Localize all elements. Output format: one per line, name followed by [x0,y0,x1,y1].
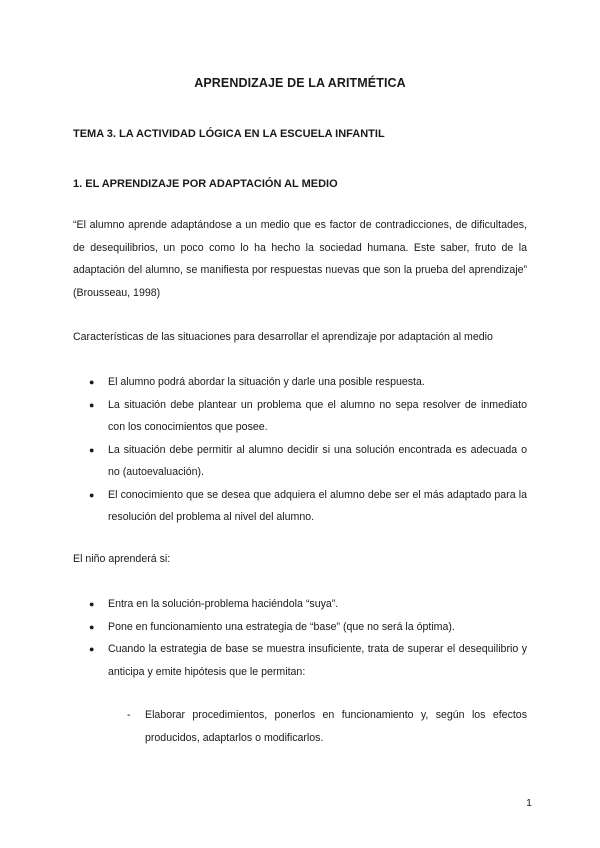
list-item [73,439,527,484]
bullet-icon: ● [89,644,95,654]
list-item-text: El conocimiento que se desea que adquiera el alumno debe ser el más adaptado para la resolución del problema al nivel del alumno. [108,488,527,523]
list-item-text: Pone en funcionamiento una estrategia de “base” (que no será la óptima). [108,620,455,633]
dash-icon: - [127,709,131,721]
child-learns-intro: El niño aprenderá si: [73,553,171,565]
document-title: APRENDIZAJE DE LA ARITMÉTICA [194,76,406,90]
list-item [73,593,527,616]
list-item [73,394,527,439]
sub-list-item [127,704,527,749]
characteristics-list [73,371,527,529]
list-item-text: La situación debe permitir al alumno decidir si una solución encontrada es adecuada o no (autoevaluación). [108,443,527,478]
bullet-icon: ● [89,489,95,500]
list-item [73,484,527,529]
bullet-icon: ● [89,599,95,609]
list-item-text: Entra en la solución-problema haciéndola “suya”. [108,598,339,610]
bullet-icon: ● [89,399,95,410]
quote-paragraph: “El alumno aprende adaptándose a un medio que es factor de contradicciones, de dificultades, de desequilibrios, un poco como lo ha hecho la sociedad humana. Este saber, fruto de la adaptación del alumno, se manifiesta por respuestas nuevas que son la prueba del aprendizaje” (Brousseau, 1998) [73,219,527,299]
list-item [73,638,527,683]
list-item [73,616,527,639]
page-number: 1 [526,797,532,809]
sub-items-list [127,704,527,749]
topic-heading: TEMA 3. LA ACTIVIDAD LÓGICA EN LA ESCUELA INFANTIL [73,128,385,140]
bullet-icon: ● [89,377,95,387]
sub-list-item-text: Elaborar procedimientos, ponerlos en funcionamiento y, según los efectos producidos, adaptarlos o modificarlos. [145,709,527,744]
bullet-icon: ● [89,621,95,632]
bullet-icon: ● [89,444,95,455]
list-item-text: El alumno podrá abordar la situación y darle una posible respuesta. [108,376,425,388]
list-item [73,371,527,394]
list-item-text: La situación debe plantear un problema que el alumno no sepa resolver de inmediato con los conocimientos que posee. [108,398,527,433]
child-learns-list [73,593,527,683]
list-item-text: Cuando la estrategia de base se muestra insuficiente, trata de superar el desequilibrio y anticipa y emite hipótesis que le permitan: [108,643,527,678]
characteristics-intro: Características de las situaciones para desarrollar el aprendizaje por adaptación al medio [73,331,493,343]
section-heading: 1. EL APRENDIZAJE POR ADAPTACIÓN AL MEDIO [73,178,338,190]
